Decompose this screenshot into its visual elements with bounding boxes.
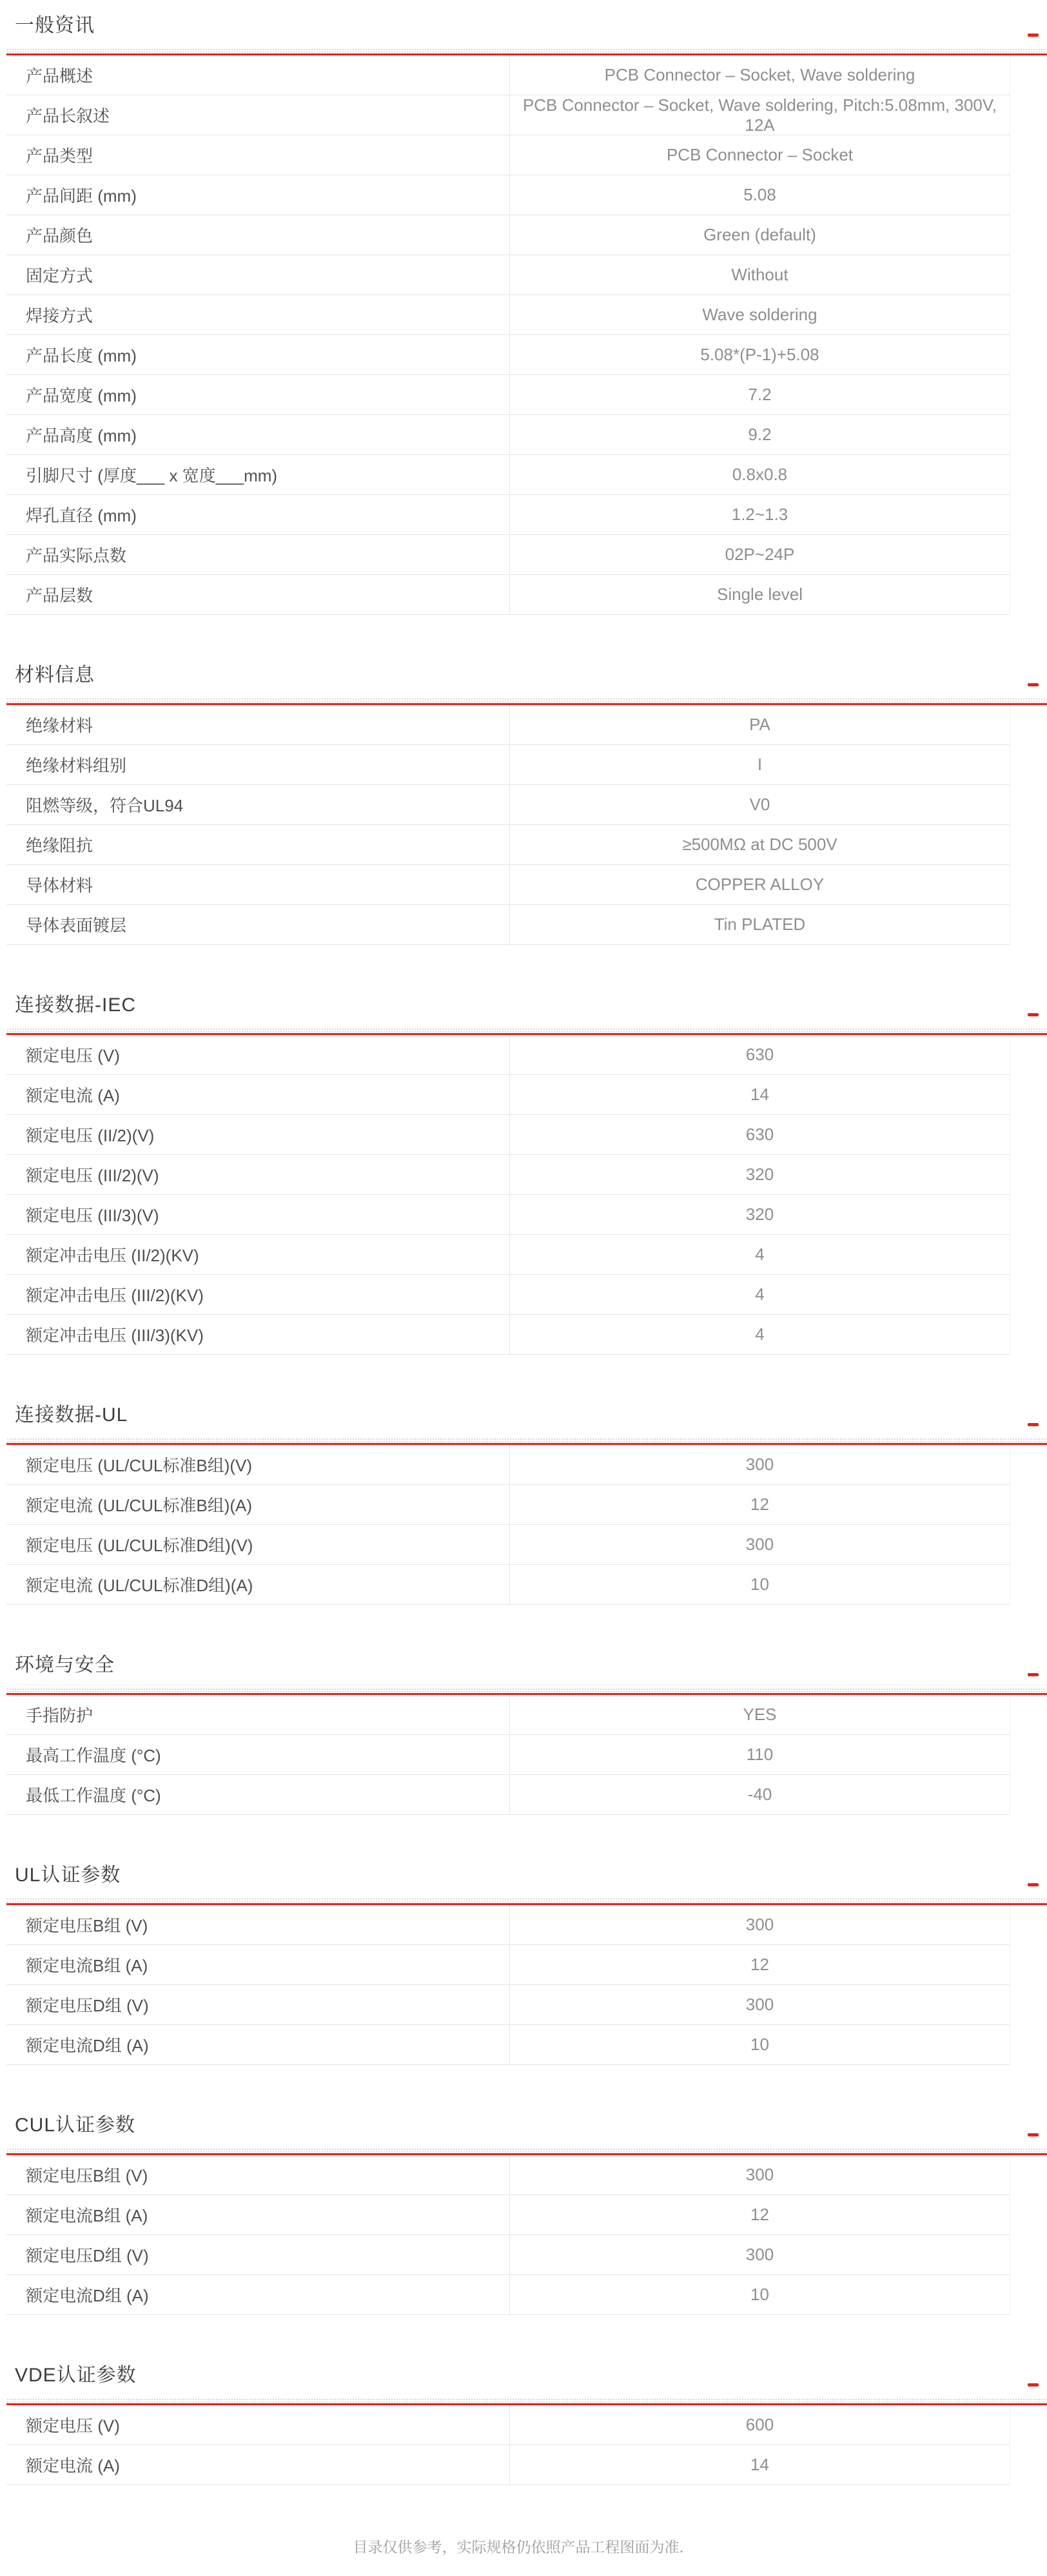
spec-label: 绝缘阻抗 xyxy=(26,836,93,855)
section-red-rule xyxy=(6,1443,1047,1445)
spec-label: 产品实际点数 xyxy=(26,546,127,565)
table-row xyxy=(6,785,1010,825)
dotted-texture-band xyxy=(6,1897,1047,1903)
spec-value: V0 xyxy=(509,785,1010,824)
spec-label: 额定电压 (UL/CUL标准D组)(V) xyxy=(26,1536,253,1555)
spec-value: 300 xyxy=(509,1445,1010,1484)
table-row xyxy=(6,1775,1010,1815)
table-row xyxy=(6,535,1010,575)
section-table xyxy=(6,55,1010,615)
spec-label: 额定电流D组 (A) xyxy=(26,2036,149,2055)
spec-label: 额定电压 (III/2)(V) xyxy=(26,1166,159,1185)
spec-value: 5.08 xyxy=(509,175,1010,215)
section-header xyxy=(6,2364,1047,2405)
section-title: CUL认证参数 xyxy=(15,2115,136,2136)
spec-value: 4 xyxy=(509,1235,1010,1274)
spec-value: 5.08*(P-1)+5.08 xyxy=(509,335,1010,374)
table-row xyxy=(6,215,1010,255)
spec-label: 绝缘材料组别 xyxy=(26,756,127,775)
spec-label: 额定电流D组 (A) xyxy=(26,2286,149,2305)
spec-value: 1.2~1.3 xyxy=(509,495,1010,534)
section-connection-data-iec xyxy=(6,994,1047,1355)
table-row xyxy=(6,1115,1010,1155)
spec-label: 产品间距 (mm) xyxy=(26,186,137,206)
spec-value: 320 xyxy=(509,1155,1010,1194)
table-row xyxy=(6,1315,1010,1355)
table-row xyxy=(6,95,1010,135)
section-general-info xyxy=(6,14,1047,615)
table-row xyxy=(6,55,1010,95)
table-row xyxy=(6,495,1010,535)
spec-label: 额定冲击电压 (II/2)(KV) xyxy=(26,1246,199,1265)
section-header xyxy=(6,14,1047,55)
spec-label: 阻燃等级，符合UL94 xyxy=(26,796,184,815)
section-header xyxy=(6,994,1047,1035)
spec-label: 额定电流 (UL/CUL标准D组)(A) xyxy=(26,1576,253,1595)
spec-value: PCB Connector – Socket xyxy=(509,135,1010,175)
spec-value: 14 xyxy=(509,1075,1010,1114)
spec-label: 产品类型 xyxy=(26,146,93,166)
spec-value: YES xyxy=(509,1695,1010,1734)
spec-value: 7.2 xyxy=(509,375,1010,414)
table-row xyxy=(6,1075,1010,1115)
spec-label: 额定电压 (II/2)(V) xyxy=(26,1126,155,1145)
table-row xyxy=(6,2405,1010,2445)
section-material-info xyxy=(6,664,1047,945)
table-row xyxy=(6,2235,1010,2275)
table-row xyxy=(6,865,1010,905)
spec-label: 导体表面镀层 xyxy=(26,916,127,935)
spec-sections xyxy=(6,14,1047,2485)
dotted-texture-band xyxy=(6,1687,1047,1693)
spec-value: 9.2 xyxy=(509,415,1010,454)
collapse-minus-icon[interactable] xyxy=(1028,2383,1039,2387)
spec-label: 导体材料 xyxy=(26,876,93,895)
table-row xyxy=(6,745,1010,785)
table-row xyxy=(6,1945,1010,1985)
dotted-texture-band xyxy=(6,1027,1047,1033)
dotted-texture-band xyxy=(6,2147,1047,2153)
spec-value: PCB Connector – Socket, Wave soldering, Pitch:5.08mm, 300V, 12A xyxy=(509,95,1010,135)
table-row xyxy=(6,1695,1010,1735)
collapse-minus-icon[interactable] xyxy=(1028,34,1039,37)
section-table xyxy=(6,1905,1010,2065)
section-title: 一般资讯 xyxy=(15,15,95,36)
spec-value: 4 xyxy=(509,1275,1010,1314)
spec-value: PCB Connector – Socket, Wave soldering xyxy=(509,55,1010,95)
table-row xyxy=(6,1155,1010,1195)
spec-label: 产品层数 xyxy=(26,586,93,605)
section-table xyxy=(6,1695,1010,1815)
section-title: UL认证参数 xyxy=(15,1864,121,1886)
spec-label: 额定电流 (A) xyxy=(26,2456,120,2475)
spec-label: 额定电压B组 (V) xyxy=(26,1916,148,1935)
spec-value: PA xyxy=(509,705,1010,744)
section-red-rule xyxy=(6,1033,1047,1035)
section-header xyxy=(6,2114,1047,2155)
spec-label: 额定电压 (UL/CUL标准B组)(V) xyxy=(26,1456,253,1475)
spec-label: 额定电压 (V) xyxy=(26,2416,120,2436)
collapse-minus-icon[interactable] xyxy=(1028,2133,1039,2136)
table-row xyxy=(6,1985,1010,2025)
spec-label: 最低工作温度 (°C) xyxy=(26,1786,161,1805)
spec-value: 10 xyxy=(509,1565,1010,1604)
spec-value: I xyxy=(509,745,1010,784)
section-red-rule xyxy=(6,1903,1047,1905)
spec-value: ≥500MΩ at DC 500V xyxy=(509,825,1010,864)
section-title: 环境与安全 xyxy=(15,1654,115,1676)
table-row xyxy=(6,375,1010,415)
section-environment-safety xyxy=(6,1654,1047,1815)
table-row xyxy=(6,1035,1010,1075)
section-cul-certification xyxy=(6,2114,1047,2315)
table-row xyxy=(6,575,1010,615)
table-row xyxy=(6,1275,1010,1315)
collapse-minus-icon[interactable] xyxy=(1028,1673,1039,1676)
table-row xyxy=(6,705,1010,745)
table-row xyxy=(6,455,1010,495)
table-row xyxy=(6,335,1010,375)
spec-value: 300 xyxy=(509,1905,1010,1944)
section-header xyxy=(6,664,1047,705)
table-row xyxy=(6,1525,1010,1565)
spec-label: 额定电流B组 (A) xyxy=(26,1956,148,1975)
dotted-texture-band xyxy=(6,1437,1047,1443)
table-row xyxy=(6,135,1010,175)
section-title: 连接数据-IEC xyxy=(15,994,136,1016)
spec-value: 02P~24P xyxy=(509,535,1010,574)
spec-label: 产品概述 xyxy=(26,66,93,86)
table-row xyxy=(6,2025,1010,2065)
section-red-rule xyxy=(6,53,1047,55)
spec-label: 产品长度 (mm) xyxy=(26,346,137,365)
spec-value: 12 xyxy=(509,1485,1010,1524)
spec-label: 手指防护 xyxy=(26,1706,93,1725)
spec-label: 产品长叙述 xyxy=(26,106,110,126)
section-header xyxy=(6,1654,1047,1695)
spec-value: Green (default) xyxy=(509,215,1010,255)
spec-value: 14 xyxy=(509,2445,1010,2484)
spec-label: 额定电流 (A) xyxy=(26,1086,120,1105)
section-table xyxy=(6,1035,1010,1355)
footer-note: 目录仅供参考，实际规格仍依照产品工程图面为准． xyxy=(353,2539,694,2555)
spec-label: 额定冲击电压 (III/3)(KV) xyxy=(26,1326,204,1345)
section-red-rule xyxy=(6,2403,1047,2405)
spec-label: 额定电流B组 (A) xyxy=(26,2206,148,2225)
section-table xyxy=(6,705,1010,945)
section-table xyxy=(6,1445,1010,1605)
spec-label: 额定电压D组 (V) xyxy=(26,1996,149,2015)
spec-value: 10 xyxy=(509,2275,1010,2314)
table-row xyxy=(6,825,1010,865)
table-row xyxy=(6,2445,1010,2485)
section-red-rule xyxy=(6,1693,1047,1695)
section-table xyxy=(6,2405,1010,2485)
spec-label: 最高工作温度 (°C) xyxy=(26,1746,161,1765)
spec-value: Wave soldering xyxy=(509,295,1010,334)
collapse-minus-icon[interactable] xyxy=(1028,683,1039,686)
section-red-rule xyxy=(6,703,1047,705)
section-title: 材料信息 xyxy=(15,664,95,686)
spec-label: 额定电压 (V) xyxy=(26,1046,120,1065)
table-row xyxy=(6,295,1010,335)
section-header xyxy=(6,1864,1047,1905)
spec-label: 额定冲击电压 (III/2)(KV) xyxy=(26,1286,204,1305)
dotted-texture-band xyxy=(6,697,1047,703)
spec-value: Without xyxy=(509,255,1010,295)
spec-value: 300 xyxy=(509,2235,1010,2274)
section-ul-certification xyxy=(6,1864,1047,2065)
spec-value: 600 xyxy=(509,2405,1010,2445)
table-row xyxy=(6,2195,1010,2235)
spec-value: 630 xyxy=(509,1035,1010,1074)
spec-label: 产品颜色 xyxy=(26,226,93,246)
spec-value: 300 xyxy=(509,1985,1010,2024)
spec-value: 12 xyxy=(509,1945,1010,1984)
table-row xyxy=(6,175,1010,215)
spec-label: 额定电压D组 (V) xyxy=(26,2246,149,2265)
table-row xyxy=(6,1445,1010,1485)
spec-value: 10 xyxy=(509,2025,1010,2064)
spec-label: 焊接方式 xyxy=(26,306,93,325)
spec-value: 110 xyxy=(509,1735,1010,1774)
table-row xyxy=(6,1195,1010,1235)
collapse-minus-icon[interactable] xyxy=(1028,1013,1039,1016)
spec-value: 300 xyxy=(509,2155,1010,2194)
spec-value: 0.8x0.8 xyxy=(509,455,1010,494)
spec-value: COPPER ALLOY xyxy=(509,865,1010,904)
table-row xyxy=(6,1905,1010,1945)
spec-label: 产品宽度 (mm) xyxy=(26,386,137,405)
spec-label: 固定方式 xyxy=(26,266,93,286)
section-vde-certification xyxy=(6,2364,1047,2485)
spec-label: 绝缘材料 xyxy=(26,716,93,735)
spec-value: 300 xyxy=(509,1525,1010,1564)
dotted-texture-band xyxy=(6,2397,1047,2403)
section-header xyxy=(6,1404,1047,1445)
spec-label: 额定电压B组 (V) xyxy=(26,2166,148,2185)
collapse-minus-icon[interactable] xyxy=(1028,1423,1039,1426)
collapse-minus-icon[interactable] xyxy=(1028,1883,1039,1886)
spec-value: Tin PLATED xyxy=(509,905,1010,944)
spec-value: 12 xyxy=(509,2195,1010,2234)
table-row xyxy=(6,1485,1010,1525)
table-row xyxy=(6,1735,1010,1775)
table-row xyxy=(6,1565,1010,1605)
section-connection-data-ul xyxy=(6,1404,1047,1605)
section-title: 连接数据-UL xyxy=(15,1404,128,1426)
section-table xyxy=(6,2155,1010,2315)
spec-label: 产品高度 (mm) xyxy=(26,426,137,445)
spec-label: 焊孔直径 (mm) xyxy=(26,506,137,525)
spec-label: 引脚尺寸 (厚度___ x 宽度___mm) xyxy=(26,466,278,485)
dotted-texture-band xyxy=(6,48,1047,53)
spec-value: 320 xyxy=(509,1195,1010,1234)
table-row xyxy=(6,2155,1010,2195)
spec-value: 630 xyxy=(509,1115,1010,1154)
section-title: VDE认证参数 xyxy=(15,2365,137,2386)
section-red-rule xyxy=(6,2153,1047,2155)
table-row xyxy=(6,905,1010,945)
spec-value: -40 xyxy=(509,1775,1010,1814)
table-row xyxy=(6,415,1010,455)
spec-label: 额定电压 (III/3)(V) xyxy=(26,1206,159,1225)
spec-label: 额定电流 (UL/CUL标准B组)(A) xyxy=(26,1496,253,1515)
spec-value: Single level xyxy=(509,575,1010,614)
table-row xyxy=(6,255,1010,295)
spec-value: 4 xyxy=(509,1315,1010,1354)
table-row xyxy=(6,2275,1010,2315)
table-row xyxy=(6,1235,1010,1275)
